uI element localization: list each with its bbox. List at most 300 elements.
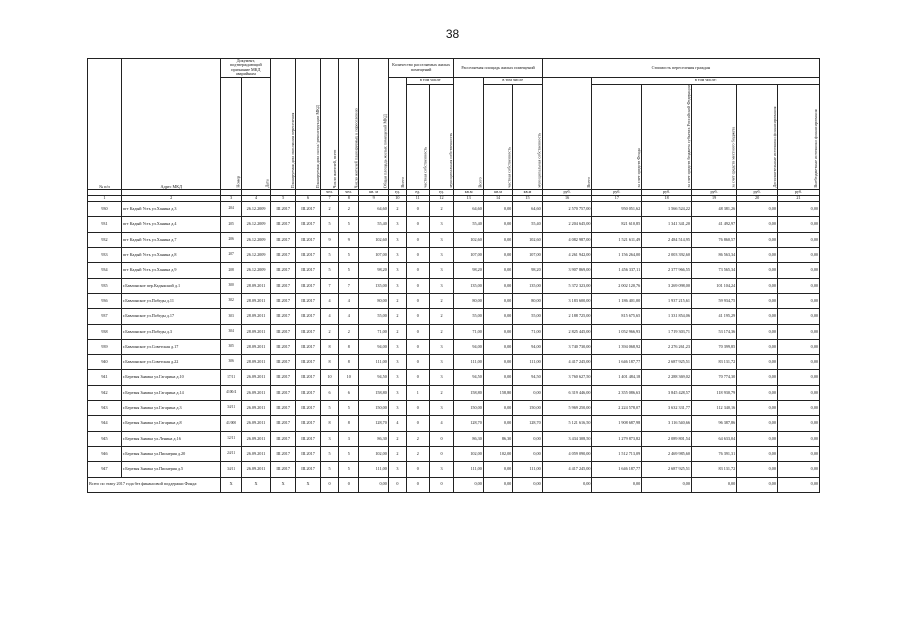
cell-plan-dem: III.2017 bbox=[296, 309, 321, 324]
cell-a-p: 0,00 bbox=[483, 293, 512, 308]
cell-c-total: 5 121 616,50 bbox=[542, 416, 592, 431]
cell-plan-end: III.2017 bbox=[271, 446, 296, 461]
cell-area: 80,00 bbox=[359, 293, 388, 308]
cell-res: 10 bbox=[320, 370, 338, 385]
cell-date: 28.09.2011 bbox=[241, 278, 270, 293]
cell-c-total: 4 417 245,00 bbox=[542, 355, 592, 370]
cell-a-all: 135,00 bbox=[454, 278, 483, 293]
cell-n: 940 bbox=[88, 355, 122, 370]
cell-n: 939 bbox=[88, 339, 122, 354]
cell-c-total: 2 204 645,00 bbox=[542, 217, 592, 232]
header-cost-over: Внебюджетные источники финансирования bbox=[777, 84, 819, 190]
cell-c-reg: 1 937 215,61 bbox=[642, 293, 692, 308]
unit-cell: руб. bbox=[642, 190, 692, 196]
cell-c-over: 0,00 bbox=[777, 202, 819, 217]
cell-cnt-p: 0 bbox=[406, 217, 429, 232]
total-value-cell: 0,00 bbox=[777, 477, 819, 492]
cell-a-all: 94,00 bbox=[454, 339, 483, 354]
column-index-cell: 3 bbox=[221, 196, 241, 202]
column-index-cell: 1 bbox=[88, 196, 122, 202]
cell-n: 934 bbox=[88, 263, 122, 278]
cell-c-total: 2 570 757,00 bbox=[542, 202, 592, 217]
table-row bbox=[88, 355, 820, 370]
cell-c-loc: 41 492,97 bbox=[691, 217, 736, 232]
table-row bbox=[88, 293, 820, 308]
cell-cnt-m: 0 bbox=[429, 431, 454, 446]
table-row bbox=[88, 416, 820, 431]
cell-num: 300 bbox=[221, 278, 241, 293]
cell-plan-dem: III.2017 bbox=[296, 278, 321, 293]
cell-c-loc: 101 104,24 bbox=[691, 278, 736, 293]
cell-res-plan: 5 bbox=[339, 446, 359, 461]
cell-res-plan: 6 bbox=[339, 385, 359, 400]
cell-c-total: 4 082 987,00 bbox=[542, 232, 592, 247]
header-count-private: частная собственность bbox=[406, 84, 429, 190]
total-label: Всего по этапу 2017 года без финансовой поддержки Фонда: bbox=[88, 477, 221, 492]
cell-cnt-p: 0 bbox=[406, 232, 429, 247]
cell-num: 24/11 bbox=[221, 446, 241, 461]
cell-a-all: 94,50 bbox=[454, 370, 483, 385]
header-document-group: Документ, подтверждающий признание МКД аварийным bbox=[221, 59, 271, 78]
cell-plan-end: III.2017 bbox=[271, 401, 296, 416]
cell-a-m: 128,70 bbox=[513, 416, 542, 431]
cell-c-loc: 64 633,04 bbox=[691, 431, 736, 446]
column-index-cell: 8 bbox=[339, 196, 359, 202]
cell-c-reg: 2 377 966,55 bbox=[642, 263, 692, 278]
cell-a-all: 128,70 bbox=[454, 416, 483, 431]
cell-c-loc: 59 934,75 bbox=[691, 293, 736, 308]
column-index-cell: 13 bbox=[454, 196, 483, 202]
cell-addr: пгт Кадый Усть ул.Ханина д.8 bbox=[121, 248, 221, 263]
total-x-cell: X bbox=[221, 477, 241, 492]
cell-cnt-m: 3 bbox=[429, 370, 454, 385]
cell-c-ext: 0,00 bbox=[737, 416, 778, 431]
cell-cnt-p: 0 bbox=[406, 263, 429, 278]
cell-a-all: 80,00 bbox=[454, 293, 483, 308]
cell-c-total: 2 188 725,00 bbox=[542, 309, 592, 324]
cell-c-over: 0,00 bbox=[777, 263, 819, 278]
cell-a-p: 0,00 bbox=[483, 416, 512, 431]
unit-cell: руб. bbox=[777, 190, 819, 196]
cell-area: 98,20 bbox=[359, 263, 388, 278]
total-value-cell: 0,00 bbox=[454, 477, 483, 492]
cell-res: 5 bbox=[320, 248, 338, 263]
cell-addr: г.Бавлинское пер.Кадыкский д.1 bbox=[121, 278, 221, 293]
cell-num: 208 bbox=[221, 263, 241, 278]
column-index-cell: 7 bbox=[320, 196, 338, 202]
cell-num: 206 bbox=[221, 232, 241, 247]
cell-c-total: 5 969 250,00 bbox=[542, 401, 592, 416]
cell-n: 931 bbox=[88, 217, 122, 232]
cell-plan-dem: III.2017 bbox=[296, 293, 321, 308]
cell-plan-dem: III.2017 bbox=[296, 401, 321, 416]
cell-res-plan: 5 bbox=[339, 248, 359, 263]
cell-c-ext: 0,00 bbox=[737, 263, 778, 278]
cell-c-over: 0,00 bbox=[777, 217, 819, 232]
cell-cnt-m: 2 bbox=[429, 385, 454, 400]
cell-a-p: 0,00 bbox=[483, 462, 512, 477]
header-cost-group: Стоимость переселения граждан bbox=[542, 59, 819, 78]
header-address: Адрес МКД bbox=[121, 59, 221, 190]
cell-cnt-m: 2 bbox=[429, 324, 454, 339]
cell-c-ext: 0,00 bbox=[737, 385, 778, 400]
cell-num: 204 bbox=[221, 202, 241, 217]
cell-a-m: 135,00 bbox=[513, 278, 542, 293]
cell-c-reg: 1 566 524,22 bbox=[642, 202, 692, 217]
cell-c-reg: 3 116 540,66 bbox=[642, 416, 692, 431]
cell-c-fund: 1 052 966,93 bbox=[592, 324, 642, 339]
cell-area: 94,00 bbox=[359, 339, 388, 354]
cell-c-fund: 1 456 337,11 bbox=[592, 263, 642, 278]
cell-plan-dem: III.2017 bbox=[296, 446, 321, 461]
cell-res: 4 bbox=[320, 293, 338, 308]
cell-plan-end: III.2017 bbox=[271, 416, 296, 431]
cell-a-m: 55,00 bbox=[513, 309, 542, 324]
cell-plan-dem: III.2017 bbox=[296, 339, 321, 354]
cell-addr: г.Березня Знамка ул.Ленина д.16 bbox=[121, 431, 221, 446]
cell-plan-end: III.2017 bbox=[271, 248, 296, 263]
cell-a-m: 55,40 bbox=[513, 217, 542, 232]
header-cost-extra: Дополнительные источники финансирования bbox=[737, 84, 778, 190]
cell-cnt-m: 3 bbox=[429, 339, 454, 354]
cell-c-ext: 0,00 bbox=[737, 232, 778, 247]
cell-c-loc: 76 860,57 bbox=[691, 232, 736, 247]
cell-addr: г.Березня Знамка ул.Пионерия д.5 bbox=[121, 462, 221, 477]
cell-a-p: 158,80 bbox=[483, 385, 512, 400]
header-residents-plan: Число жителей планируемых к переселению bbox=[339, 59, 359, 190]
cell-res: 8 bbox=[320, 355, 338, 370]
cell-a-p: 0,00 bbox=[483, 309, 512, 324]
unit-cell: кв.м bbox=[483, 190, 512, 196]
cell-cnt-p: 0 bbox=[406, 370, 429, 385]
cell-cnt-p: 0 bbox=[406, 462, 429, 477]
table-row bbox=[88, 309, 820, 324]
total-value-cell: 0 bbox=[320, 477, 338, 492]
total-value-cell: 0,00 bbox=[737, 477, 778, 492]
header-area-municipal: муниципальная собственность bbox=[513, 84, 542, 190]
cell-plan-end: III.2017 bbox=[271, 385, 296, 400]
cell-a-p: 0,00 bbox=[483, 202, 512, 217]
cell-addr: г.Бавлинское ул.Советская д.22 bbox=[121, 355, 221, 370]
cell-plan-end: III.2017 bbox=[271, 355, 296, 370]
cell-a-m: 111,00 bbox=[513, 355, 542, 370]
header-cost-sub: в том числе: bbox=[592, 77, 820, 84]
cell-plan-end: III.2017 bbox=[271, 263, 296, 278]
cell-plan-end: III.2017 bbox=[271, 217, 296, 232]
cell-a-m: 0,00 bbox=[513, 446, 542, 461]
table-body bbox=[88, 202, 820, 492]
cell-res: 2 bbox=[320, 324, 338, 339]
cell-c-over: 0,00 bbox=[777, 339, 819, 354]
header-area-private: частная собственность bbox=[483, 84, 512, 190]
cell-a-all: 150,00 bbox=[454, 401, 483, 416]
cell-c-total: 3 434 308,50 bbox=[542, 431, 592, 446]
cell-res-plan: 10 bbox=[339, 370, 359, 385]
cell-plan-dem: III.2017 bbox=[296, 324, 321, 339]
cell-c-fund: 1 646 187,77 bbox=[592, 462, 642, 477]
total-value-cell: 0 bbox=[406, 477, 429, 492]
cell-cnt-p: 0 bbox=[406, 339, 429, 354]
cell-res-plan: 8 bbox=[339, 339, 359, 354]
unit-cell: руб. bbox=[691, 190, 736, 196]
cell-num: 205 bbox=[221, 217, 241, 232]
cell-cnt-m: 3 bbox=[429, 355, 454, 370]
cell-addr: г.Бавлинское ул.Победы д.3 bbox=[121, 324, 221, 339]
cell-a-p: 0,00 bbox=[483, 248, 512, 263]
cell-c-over: 0,00 bbox=[777, 401, 819, 416]
unit-cell: кв.м bbox=[454, 190, 483, 196]
cell-c-loc: 41 195,29 bbox=[691, 309, 736, 324]
cell-cnt-p: 0 bbox=[406, 248, 429, 263]
cell-c-total: 3 907 869,00 bbox=[542, 263, 592, 278]
cell-c-reg: 2 484 514,95 bbox=[642, 232, 692, 247]
cell-cnt: 3 bbox=[388, 385, 406, 400]
header-cost-fund: за счет средств Фонда bbox=[592, 84, 642, 190]
cell-c-fund: 1 908 687,98 bbox=[592, 416, 642, 431]
cell-c-fund: 1 646 187,77 bbox=[592, 355, 642, 370]
cell-addr: пгт Кадый Усть ул.Ханина д.9 bbox=[121, 263, 221, 278]
cell-c-reg: 2 687 925,51 bbox=[642, 355, 692, 370]
cell-addr: г.Бавлинское ул.Победы д.11 bbox=[121, 293, 221, 308]
unit-cell: чел. bbox=[339, 190, 359, 196]
cell-num: 34/11 bbox=[221, 401, 241, 416]
cell-cnt: 2 bbox=[388, 324, 406, 339]
cell-area: 111,00 bbox=[359, 355, 388, 370]
header-doc-date: Дата bbox=[241, 77, 270, 190]
header-plan-demolish: Планируемая дата сноса/ реконструкции МКД bbox=[296, 59, 321, 190]
cell-cnt: 2 bbox=[388, 202, 406, 217]
cell-c-loc: 70 399,85 bbox=[691, 339, 736, 354]
column-index-cell: 17 bbox=[592, 196, 642, 202]
cell-num: 303 bbox=[221, 309, 241, 324]
cell-c-ext: 0,00 bbox=[737, 339, 778, 354]
cell-addr: г.Березня Знамка ул.Пионерия д.20 bbox=[121, 446, 221, 461]
cell-cnt: 2 bbox=[388, 431, 406, 446]
cell-a-p: 0,00 bbox=[483, 324, 512, 339]
cell-c-total: 4 059 090,00 bbox=[542, 446, 592, 461]
resettlement-table bbox=[87, 58, 820, 493]
table-row bbox=[88, 462, 820, 477]
cell-n: 930 bbox=[88, 202, 122, 217]
cell-c-total: 4 417 245,00 bbox=[542, 462, 592, 477]
cell-c-total: 3 740 730,00 bbox=[542, 339, 592, 354]
cell-res: 8 bbox=[320, 339, 338, 354]
cell-c-ext: 0,00 bbox=[737, 217, 778, 232]
cell-a-all: 111,00 bbox=[454, 462, 483, 477]
cell-cnt: 4 bbox=[388, 416, 406, 431]
column-index-cell: 4 bbox=[241, 196, 270, 202]
cell-c-over: 0,00 bbox=[777, 416, 819, 431]
total-x-cell: X bbox=[241, 477, 270, 492]
cell-c-loc: 70 774,30 bbox=[691, 370, 736, 385]
column-index-cell: 21 bbox=[777, 196, 819, 202]
cell-plan-dem: III.2017 bbox=[296, 202, 321, 217]
cell-cnt-p: 2 bbox=[406, 446, 429, 461]
cell-a-p: 0,00 bbox=[483, 401, 512, 416]
cell-res-plan: 7 bbox=[339, 278, 359, 293]
cell-res: 4 bbox=[320, 309, 338, 324]
header-cost-region: за счет средств бюджета субъекта Российской Федерации bbox=[642, 84, 692, 190]
cell-plan-dem: III.2017 bbox=[296, 462, 321, 477]
cell-n: 938 bbox=[88, 324, 122, 339]
cell-c-ext: 0,00 bbox=[737, 431, 778, 446]
cell-addr: г.Бавлинское ул.Советская д.17 bbox=[121, 339, 221, 354]
cell-c-loc: 53 174,36 bbox=[691, 324, 736, 339]
header-area-sub: в том числе bbox=[483, 77, 542, 84]
column-index-cell: 11 bbox=[406, 196, 429, 202]
table-row bbox=[88, 202, 820, 217]
cell-num: 41/000 bbox=[221, 416, 241, 431]
cell-c-fund: 821 610,85 bbox=[592, 217, 642, 232]
cell-res-plan: 5 bbox=[339, 401, 359, 416]
header-doc-number: Номер bbox=[221, 77, 241, 190]
cell-c-loc: 118 930,79 bbox=[691, 385, 736, 400]
table-row bbox=[88, 339, 820, 354]
cell-c-ext: 0,00 bbox=[737, 248, 778, 263]
unit-cell: кв.м bbox=[513, 190, 542, 196]
cell-a-p: 0,00 bbox=[483, 263, 512, 278]
cell-a-m: 150,00 bbox=[513, 401, 542, 416]
total-value-cell: 0 bbox=[339, 477, 359, 492]
unit-cell: ед. bbox=[388, 190, 406, 196]
cell-num: 4100/4 bbox=[221, 385, 241, 400]
cell-res: 6 bbox=[320, 385, 338, 400]
column-index-cell: 16 bbox=[542, 196, 592, 202]
cell-c-over: 0,00 bbox=[777, 278, 819, 293]
column-index-cell: 5 bbox=[271, 196, 296, 202]
cell-n: 945 bbox=[88, 431, 122, 446]
cell-plan-end: III.2017 bbox=[271, 309, 296, 324]
cell-cnt-p: 0 bbox=[406, 324, 429, 339]
cell-plan-end: III.2017 bbox=[271, 278, 296, 293]
cell-c-over: 0,00 bbox=[777, 293, 819, 308]
cell-c-ext: 0,00 bbox=[737, 278, 778, 293]
cell-a-p: 0,00 bbox=[483, 217, 512, 232]
cell-res: 5 bbox=[320, 462, 338, 477]
cell-cnt: 2 bbox=[388, 293, 406, 308]
cell-res-plan: 9 bbox=[339, 232, 359, 247]
cell-cnt-p: 0 bbox=[406, 401, 429, 416]
cell-cnt: 3 bbox=[388, 217, 406, 232]
total-value-cell: 0,00 bbox=[691, 477, 736, 492]
column-index-cell: 14 bbox=[483, 196, 512, 202]
cell-a-all: 55,40 bbox=[454, 217, 483, 232]
cell-a-m: 94,50 bbox=[513, 370, 542, 385]
cell-c-ext: 0,00 bbox=[737, 202, 778, 217]
cell-cnt: 2 bbox=[388, 309, 406, 324]
cell-c-fund: 1 186 401,00 bbox=[592, 293, 642, 308]
cell-c-reg: 1 341 341,20 bbox=[642, 217, 692, 232]
cell-c-loc: 112 340,16 bbox=[691, 401, 736, 416]
table-row bbox=[88, 446, 820, 461]
cell-cnt: 3 bbox=[388, 462, 406, 477]
header-area-total: Общая площадь жилых помещений МКД bbox=[359, 59, 388, 190]
cell-plan-end: III.2017 bbox=[271, 324, 296, 339]
cell-num: 34/11 bbox=[221, 462, 241, 477]
cell-area: 55,00 bbox=[359, 309, 388, 324]
cell-c-reg: 3 632 331,77 bbox=[642, 401, 692, 416]
cell-res: 9 bbox=[320, 232, 338, 247]
cell-res: 8 bbox=[320, 416, 338, 431]
cell-date: 26.09.2011 bbox=[241, 446, 270, 461]
cell-addr: пгт Кадый Усть ул.Ханина д.3 bbox=[121, 202, 221, 217]
cell-c-loc: 76 391,31 bbox=[691, 446, 736, 461]
cell-cnt-m: 4 bbox=[429, 416, 454, 431]
unit-cell: руб. bbox=[592, 190, 642, 196]
cell-area: 94,50 bbox=[359, 370, 388, 385]
column-index-cell: 10 bbox=[388, 196, 406, 202]
cell-cnt-m: 2 bbox=[429, 293, 454, 308]
cell-cnt-m: 3 bbox=[429, 278, 454, 293]
cell-date: 26.09.2011 bbox=[241, 462, 270, 477]
cell-cnt: 2 bbox=[388, 446, 406, 461]
cell-n: 947 bbox=[88, 462, 122, 477]
cell-n: 946 bbox=[88, 446, 122, 461]
cell-cnt-m: 0 bbox=[429, 446, 454, 461]
cell-cnt: 3 bbox=[388, 339, 406, 354]
cell-area: 102,00 bbox=[359, 446, 388, 461]
cell-a-m: 107,00 bbox=[513, 248, 542, 263]
cell-area: 86,30 bbox=[359, 431, 388, 446]
cell-c-loc: 83 131,72 bbox=[691, 355, 736, 370]
header-count-sub: в том числе bbox=[406, 77, 454, 84]
cell-a-p: 0,00 bbox=[483, 370, 512, 385]
cell-area: 111,00 bbox=[359, 462, 388, 477]
cell-plan-end: III.2017 bbox=[271, 431, 296, 446]
cell-res-plan: 2 bbox=[339, 202, 359, 217]
cell-num: 17/11 bbox=[221, 370, 241, 385]
header-cost-local: за счет средств местного бюджета bbox=[691, 84, 736, 190]
cell-res: 3 bbox=[320, 431, 338, 446]
table-row bbox=[88, 278, 820, 293]
cell-c-total: 3 183 600,00 bbox=[542, 293, 592, 308]
cell-c-fund: 1 521 611,49 bbox=[592, 232, 642, 247]
cell-c-reg: 1 331 854,06 bbox=[642, 309, 692, 324]
cell-a-m: 0,00 bbox=[513, 385, 542, 400]
column-index-cell: 9 bbox=[359, 196, 388, 202]
total-value-cell: 0,00 bbox=[642, 477, 692, 492]
cell-c-over: 0,00 bbox=[777, 309, 819, 324]
cell-a-all: 71,00 bbox=[454, 324, 483, 339]
column-index-cell: 18 bbox=[642, 196, 692, 202]
cell-a-m: 64,60 bbox=[513, 202, 542, 217]
cell-c-reg: 2 089 801,54 bbox=[642, 431, 692, 446]
cell-c-fund: 1 156 264,00 bbox=[592, 248, 642, 263]
cell-res-plan: 5 bbox=[339, 462, 359, 477]
cell-area: 135,00 bbox=[359, 278, 388, 293]
cell-a-all: 55,00 bbox=[454, 309, 483, 324]
cell-date: 26.09.2011 bbox=[241, 431, 270, 446]
column-index-cell: 19 bbox=[691, 196, 736, 202]
cell-cnt-p: 0 bbox=[406, 416, 429, 431]
total-value-cell: 0 bbox=[388, 477, 406, 492]
total-x-cell: X bbox=[271, 477, 296, 492]
cell-res: 5 bbox=[320, 263, 338, 278]
cell-a-all: 111,00 bbox=[454, 355, 483, 370]
cell-num: 302 bbox=[221, 293, 241, 308]
cell-res-plan: 3 bbox=[339, 431, 359, 446]
cell-c-fund: 1 401 484,18 bbox=[592, 370, 642, 385]
cell-num: 306 bbox=[221, 355, 241, 370]
cell-c-over: 0,00 bbox=[777, 446, 819, 461]
cell-a-m: 71,00 bbox=[513, 324, 542, 339]
cell-a-all: 64,60 bbox=[454, 202, 483, 217]
table-row bbox=[88, 232, 820, 247]
cell-c-over: 0,00 bbox=[777, 370, 819, 385]
cell-cnt-m: 3 bbox=[429, 401, 454, 416]
cell-plan-end: III.2017 bbox=[271, 462, 296, 477]
cell-addr: г.Березня Знамка ул.Гагарина д.3 bbox=[121, 401, 221, 416]
